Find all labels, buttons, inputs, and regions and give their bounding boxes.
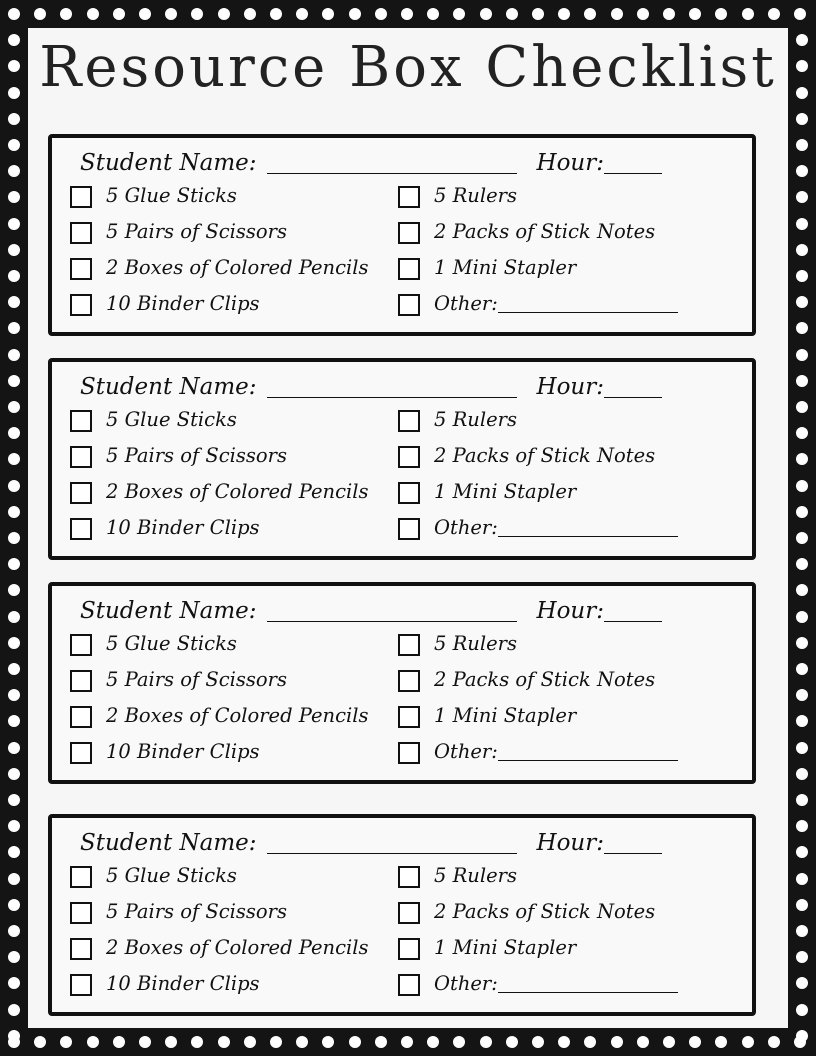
border-dot (427, 1036, 439, 1048)
other-field[interactable] (498, 518, 678, 537)
border-dot (796, 637, 808, 649)
border-dot (8, 532, 20, 544)
border-dot (349, 8, 361, 20)
item-text: 2 Packs of Stick Notes (434, 668, 656, 691)
border-dot (8, 1004, 20, 1016)
item-label: 2 Boxes of Colored Pencils (106, 936, 369, 959)
item-text: 5 Rulers (434, 864, 517, 887)
border-dot (191, 8, 203, 20)
border-dot (796, 768, 808, 780)
border-dot (165, 1036, 177, 1048)
hour-label: Hour: (536, 830, 604, 856)
border-dot (427, 8, 439, 20)
student-name-field[interactable] (267, 153, 517, 174)
border-dot (8, 558, 20, 570)
border-dot (191, 1036, 203, 1048)
border-dot (796, 453, 808, 465)
border-dot (218, 8, 230, 20)
border-dot (796, 349, 808, 361)
item-label: 5 Pairs of Scissors (106, 444, 287, 467)
border-dot (532, 8, 544, 20)
border-dot (796, 165, 808, 177)
border-dot (8, 165, 20, 177)
border-dot (796, 191, 808, 203)
item-label: 5 Glue Sticks (106, 408, 237, 431)
border-dot (60, 1036, 72, 1048)
border-dot (689, 8, 701, 20)
border-dot (715, 8, 727, 20)
item-label (434, 516, 678, 539)
checkbox[interactable] (398, 186, 420, 208)
checkbox[interactable] (70, 222, 92, 244)
student-name-field[interactable] (267, 377, 517, 398)
border-dot (270, 8, 282, 20)
border-dot (8, 637, 20, 649)
name-row (80, 830, 662, 856)
border-dot (139, 1036, 151, 1048)
border-dot (34, 1036, 46, 1048)
checkbox[interactable] (398, 742, 420, 764)
item-label: 5 Glue Sticks (106, 184, 237, 207)
checkbox[interactable] (70, 706, 92, 728)
checkbox[interactable] (398, 294, 420, 316)
checkbox[interactable] (70, 902, 92, 924)
border-dot (663, 8, 675, 20)
border-dot (796, 715, 808, 727)
item-label: 10 Binder Clips (106, 292, 260, 315)
border-dot (796, 506, 808, 518)
checkbox[interactable] (70, 410, 92, 432)
checkbox[interactable] (70, 518, 92, 540)
item-text: 2 Packs of Stick Notes (434, 220, 656, 243)
border-dot (8, 846, 20, 858)
border-dot (8, 663, 20, 675)
border-dot (796, 113, 808, 125)
student-name-label: Student Name: (80, 150, 257, 176)
border-dot (689, 1036, 701, 1048)
checkbox[interactable] (70, 670, 92, 692)
border-dot (8, 480, 20, 492)
border-dot (742, 1036, 754, 1048)
checklist-card (48, 582, 756, 784)
border-dot (532, 1036, 544, 1048)
border-dot (60, 8, 72, 20)
border-dot (796, 925, 808, 937)
border-dot (796, 139, 808, 151)
item-label: 10 Binder Clips (106, 516, 260, 539)
item-text: 1 Mini Stapler (434, 256, 577, 279)
border-dot (715, 1036, 727, 1048)
border-dot (244, 1036, 256, 1048)
item-label (434, 972, 678, 995)
border-dot (8, 191, 20, 203)
item-text: 1 Mini Stapler (434, 704, 577, 727)
item-label (434, 292, 678, 315)
border-dot (796, 794, 808, 806)
border-dot (8, 768, 20, 780)
checkbox[interactable] (398, 222, 420, 244)
border-dot (322, 1036, 334, 1048)
border-dot (322, 8, 334, 20)
item-label (434, 900, 655, 923)
checkbox[interactable] (70, 446, 92, 468)
hour-label: Hour: (536, 374, 604, 400)
border-dot (663, 1036, 675, 1048)
item-label (434, 408, 517, 431)
other-label: Other: (434, 740, 498, 763)
border-dot (796, 532, 808, 544)
other-label: Other: (434, 516, 498, 539)
other-label: Other: (434, 972, 498, 995)
border-dot (796, 584, 808, 596)
border-dot (8, 977, 20, 989)
border-dot (8, 794, 20, 806)
border-dot (637, 8, 649, 20)
item-label: 2 Boxes of Colored Pencils (106, 704, 369, 727)
item-label (434, 740, 678, 763)
border-dot (8, 322, 20, 334)
border-dot (8, 925, 20, 937)
item-text: 1 Mini Stapler (434, 480, 577, 503)
student-name-field[interactable] (267, 601, 517, 622)
border-dot (8, 218, 20, 230)
border-dot (768, 1036, 780, 1048)
border-dot (796, 270, 808, 282)
item-text: 2 Packs of Stick Notes (434, 444, 656, 467)
border-dot (796, 427, 808, 439)
border-dot (8, 584, 20, 596)
checkbox[interactable] (70, 482, 92, 504)
item-text: 2 Packs of Stick Notes (434, 900, 656, 923)
checkbox[interactable] (70, 634, 92, 656)
item-label: 10 Binder Clips (106, 972, 260, 995)
border-dot (796, 742, 808, 754)
border-dot (87, 8, 99, 20)
border-dot (796, 846, 808, 858)
checkbox[interactable] (398, 866, 420, 888)
border-dot (558, 8, 570, 20)
border-dot (796, 899, 808, 911)
border-dot (296, 1036, 308, 1048)
border-dot (296, 8, 308, 20)
border-dot (796, 218, 808, 230)
border-dot (8, 427, 20, 439)
border-dot (8, 244, 20, 256)
item-text: 1 Mini Stapler (434, 936, 577, 959)
border-dot (375, 1036, 387, 1048)
hour-field[interactable] (604, 833, 662, 854)
border-dot (8, 113, 20, 125)
item-label: 5 Glue Sticks (106, 864, 237, 887)
border-dot (8, 899, 20, 911)
checkbox[interactable] (70, 294, 92, 316)
border-dot (8, 139, 20, 151)
border-dot (8, 611, 20, 623)
border-dot (506, 8, 518, 20)
border-dot (796, 1030, 808, 1042)
border-dot (8, 820, 20, 832)
item-label (434, 220, 655, 243)
item-label: 2 Boxes of Colored Pencils (106, 256, 369, 279)
checkbox[interactable] (398, 634, 420, 656)
other-field[interactable] (498, 742, 678, 761)
border-dot (139, 8, 151, 20)
item-label (434, 480, 576, 503)
item-label: 5 Pairs of Scissors (106, 220, 287, 243)
border-dot (796, 820, 808, 832)
border-dot (8, 270, 20, 282)
hour-label: Hour: (536, 150, 604, 176)
item-label (434, 704, 576, 727)
checkbox[interactable] (398, 482, 420, 504)
border-dot (742, 8, 754, 20)
border-dot (796, 296, 808, 308)
item-text: 5 Rulers (434, 184, 517, 207)
border-dot (637, 1036, 649, 1048)
checkbox[interactable] (70, 258, 92, 280)
checkbox[interactable] (398, 974, 420, 996)
item-label (434, 184, 517, 207)
name-row (80, 150, 662, 176)
border-dot (218, 1036, 230, 1048)
border-dot (796, 689, 808, 701)
border-dot (401, 8, 413, 20)
checkbox[interactable] (398, 518, 420, 540)
border-dot (796, 375, 808, 387)
name-row (80, 598, 662, 624)
checkbox[interactable] (398, 670, 420, 692)
border-dot (87, 1036, 99, 1048)
border-dot (796, 244, 808, 256)
border-dot (796, 611, 808, 623)
border-dot (8, 375, 20, 387)
item-label: 2 Boxes of Colored Pencils (106, 480, 369, 503)
item-label (434, 632, 517, 655)
other-field[interactable] (498, 294, 678, 313)
border-dot (558, 1036, 570, 1048)
student-name-field[interactable] (267, 833, 517, 854)
border-dot (8, 8, 20, 20)
border-dot (453, 8, 465, 20)
border-dot (796, 873, 808, 885)
hour-field[interactable] (604, 153, 662, 174)
hour-label: Hour: (536, 598, 604, 624)
hour-field[interactable] (604, 377, 662, 398)
border-dot (34, 8, 46, 20)
checkbox[interactable] (398, 446, 420, 468)
item-label: 10 Binder Clips (106, 740, 260, 763)
other-label: Other: (434, 292, 498, 315)
border-dot (796, 1004, 808, 1016)
item-text: 5 Rulers (434, 632, 517, 655)
border-dot (796, 951, 808, 963)
hour-field[interactable] (604, 601, 662, 622)
checkbox[interactable] (70, 742, 92, 764)
border-dot (244, 8, 256, 20)
item-label: 5 Pairs of Scissors (106, 900, 287, 923)
item-label: 5 Glue Sticks (106, 632, 237, 655)
border-dot (796, 663, 808, 675)
item-text: 5 Rulers (434, 408, 517, 431)
border-dot (796, 322, 808, 334)
checklist-card (48, 358, 756, 560)
page-title: Resource Box Checklist (39, 35, 777, 100)
checkbox[interactable] (398, 706, 420, 728)
other-field[interactable] (498, 974, 678, 993)
border-dot (8, 689, 20, 701)
border-dot (611, 1036, 623, 1048)
item-label (434, 668, 655, 691)
border-dot (8, 453, 20, 465)
border-dot (611, 8, 623, 20)
border-dot (8, 951, 20, 963)
border-dot (113, 8, 125, 20)
student-name-label: Student Name: (80, 598, 257, 624)
border-dot (8, 873, 20, 885)
name-row (80, 374, 662, 400)
student-name-label: Student Name: (80, 374, 257, 400)
checkbox[interactable] (398, 410, 420, 432)
border-dot (506, 1036, 518, 1048)
student-name-label: Student Name: (80, 830, 257, 856)
border-dot (480, 8, 492, 20)
border-dot (453, 1036, 465, 1048)
checkbox[interactable] (70, 866, 92, 888)
border-dot (8, 506, 20, 518)
item-label (434, 864, 517, 887)
border-dot (8, 401, 20, 413)
border-dot (584, 1036, 596, 1048)
border-dot (8, 742, 20, 754)
checkbox[interactable] (70, 186, 92, 208)
item-label: 5 Pairs of Scissors (106, 668, 287, 691)
border-dot (401, 1036, 413, 1048)
border-dot (796, 558, 808, 570)
border-dot (796, 977, 808, 989)
border-dot (113, 1036, 125, 1048)
checklist-card (48, 134, 756, 336)
border-dot (794, 8, 806, 20)
border-dot (796, 401, 808, 413)
border-dot (796, 480, 808, 492)
checkbox[interactable] (70, 974, 92, 996)
border-dot (8, 715, 20, 727)
border-dot (270, 1036, 282, 1048)
checkbox[interactable] (70, 938, 92, 960)
border-dot (349, 1036, 361, 1048)
item-label (434, 444, 655, 467)
border-dot (768, 8, 780, 20)
item-label (434, 936, 576, 959)
border-dot (375, 8, 387, 20)
item-label (434, 256, 576, 279)
border-dot (480, 1036, 492, 1048)
border-dot (8, 296, 20, 308)
border-dot (165, 8, 177, 20)
checkbox[interactable] (398, 938, 420, 960)
border-dot (8, 1030, 20, 1042)
checkbox[interactable] (398, 902, 420, 924)
border-dot (8, 349, 20, 361)
border-dot (584, 8, 596, 20)
checklist-card (48, 814, 756, 1016)
checkbox[interactable] (398, 258, 420, 280)
